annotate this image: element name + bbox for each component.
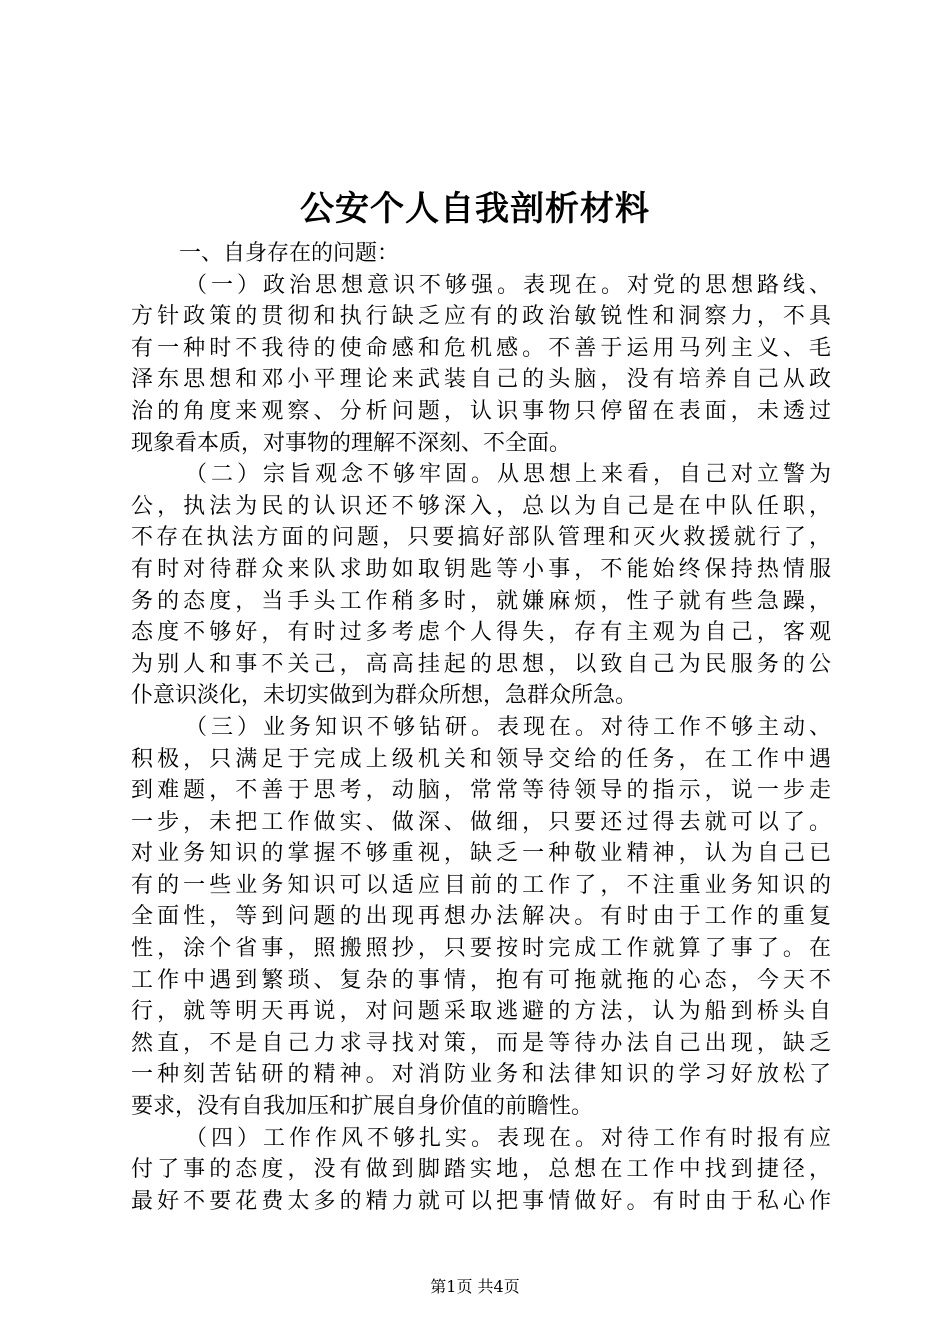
paragraph-line: （三）业务知识不够钻研。表现在。对待工作不够主动、 — [185, 714, 831, 740]
paragraph-line: 行，就等明天再说，对问题采取逃避的方法，认为船到桥头自 — [131, 999, 831, 1025]
paragraph-line: 有时对待群众来队求助如取钥匙等小事，不能始终保持热情服 — [131, 556, 831, 582]
paragraph-line: 最好不要花费太多的精力就可以把事情做好。有时由于私心作 — [131, 1188, 831, 1214]
paragraph-line: 一步，未把工作做实、做深、做细，只要还过得去就可以了。 — [131, 809, 831, 835]
paragraph-line: 一种刻苦钻研的精神。对消防业务和法律知识的学习好放松了 — [131, 1062, 831, 1088]
paragraph-line: 现象看本质，对事物的理解不深刻、不全面。 — [131, 430, 572, 456]
paragraph-line: 公，执法为民的认识还不够深入，总以为自己是在中队任职， — [131, 493, 831, 519]
paragraph-line: 有的一些业务知识可以适应目前的工作了，不注重业务知识的 — [131, 872, 831, 898]
paragraph-line: 不存在执法方面的问题，只要搞好部队管理和灭火救援就行了， — [131, 525, 831, 551]
paragraph-line: 积极，只满足于完成上级机关和领导交给的任务，在工作中遇 — [131, 746, 831, 772]
paragraph-line: 为别人和事不关己，高高挂起的思想，以致自己为民服务的公 — [131, 651, 831, 677]
paragraph-line: 治的角度来观察、分析问题，认识事物只停留在表面，未透过 — [131, 398, 831, 424]
paragraph-line: （四）工作作风不够扎实。表现在。对待工作有时报有应 — [185, 1125, 831, 1151]
paragraph-line: 工作中遇到繁琐、复杂的事情，抱有可拖就拖的心态，今天不 — [131, 967, 831, 993]
page-number-footer: 第1页 共4页 — [430, 1277, 520, 1296]
paragraph-line: 态度不够好，有时过多考虑个人得失，存有主观为自己，客观 — [131, 620, 831, 646]
paragraph-line: 全面性，等到问题的出现再想办法解决。有时由于工作的重复 — [131, 904, 831, 930]
document-body — [131, 238, 831, 1217]
paragraph-line: 要求，没有自我加压和扩展自身价值的前瞻性。 — [131, 1094, 594, 1120]
paragraph-line: 性，涂个省事，照搬照抄，只要按时完成工作就算了事了。在 — [131, 936, 831, 962]
paragraph-line: 到难题，不善于思考，动脑，常常等待领导的指示，说一步走 — [131, 778, 831, 804]
paragraph-line: 泽东思想和邓小平理论来武装自己的头脑，没有培养自己从政 — [131, 367, 831, 393]
paragraph-line: （二）宗旨观念不够牢固。从思想上来看，自己对立警为 — [185, 462, 831, 488]
paragraph-line: 有一种时不我待的使命感和危机感。不善于运用马列主义、毛 — [131, 335, 831, 361]
paragraph-line: 方针政策的贯彻和执行缺乏应有的政治敏锐性和洞察力，不具 — [131, 304, 831, 330]
paragraph-line: 仆意识淡化，未切实做到为群众所想，急群众所急。 — [131, 683, 638, 709]
paragraph-line: （一）政治思想意识不够强。表现在。对党的思想路线、 — [185, 272, 831, 298]
paragraph-line: 务的态度，当手头工作稍多时，就嫌麻烦，性子就有些急躁， — [131, 588, 831, 614]
paragraph-line: 对业务知识的掌握不够重视，缺乏一种敬业精神，认为自己已 — [131, 841, 831, 867]
section-heading: 一、自身存在的问题： — [179, 241, 400, 266]
document-title: 公安个人自我剖析材料 — [300, 189, 650, 229]
paragraph-line: 然直，不是自己力求寻找对策，而是等待办法自己出现，缺乏 — [131, 1030, 831, 1056]
paragraph-line: 付了事的态度，没有做到脚踏实地，总想在工作中找到捷径， — [131, 1157, 831, 1183]
